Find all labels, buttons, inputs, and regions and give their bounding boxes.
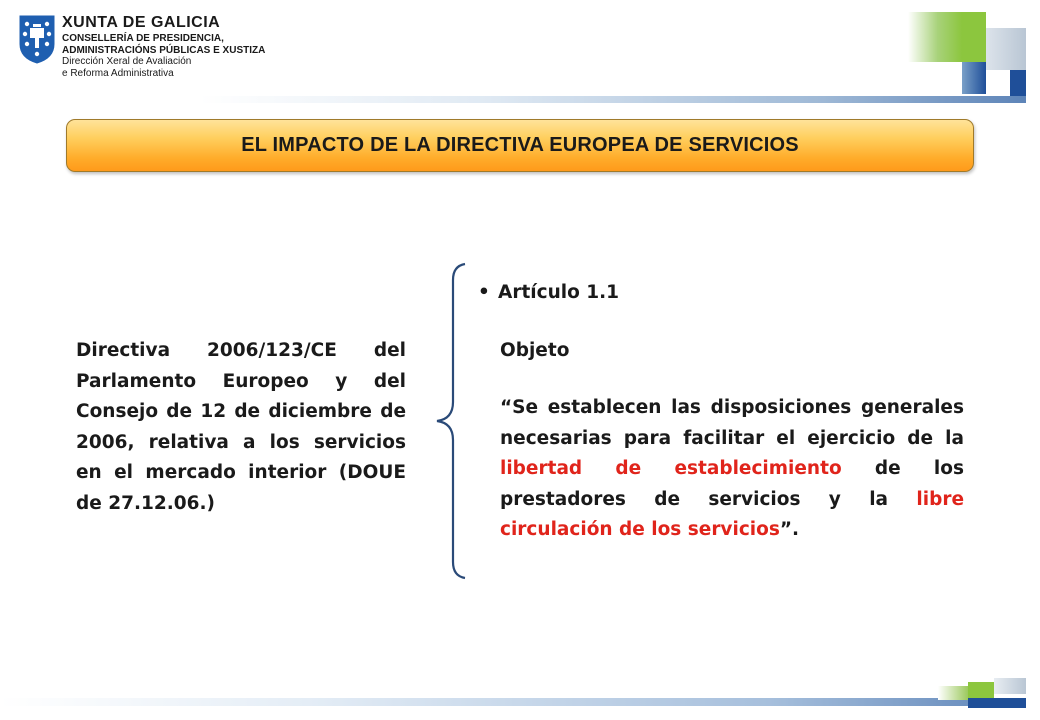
- quote-text: de los prestadores de servicios y la: [500, 458, 964, 510]
- decor-square: [968, 698, 1026, 708]
- highlight-libertad: libertad de establecimiento: [500, 458, 842, 479]
- bottom-divider: [0, 698, 1026, 706]
- quote-text: “Se establecen las disposiciones generales necesarias para facilitar el ejercicio de la: [500, 397, 964, 449]
- decor-square: [994, 678, 1026, 694]
- title-banner: [66, 119, 974, 172]
- curly-brace-icon: [433, 262, 469, 580]
- organization-name: [62, 14, 265, 80]
- directive-reference: Directiva 2006/123/CE del Parlamento Europeo y del Consejo de 12 de diciembre de 2006, relativa a los servicios en el mercado interior (DOUE de 27.12.06.): [76, 340, 406, 514]
- org-line-3: ADMINISTRACIÓNS PÚBLICAS E XUSTIZA: [62, 44, 266, 56]
- article-heading: [478, 278, 964, 309]
- article-quote: [500, 393, 964, 546]
- org-line-4: Dirección Xeral de Avaliación: [62, 56, 192, 68]
- decor-square: [962, 12, 986, 62]
- galicia-coat-of-arms-icon: [18, 14, 56, 64]
- org-line-1: XUNTA DE GALICIA: [62, 14, 221, 31]
- decor-square: [908, 12, 962, 62]
- top-divider: [200, 96, 1026, 103]
- bullet: •: [478, 282, 490, 303]
- decor-square: [962, 62, 986, 94]
- quote-text: ”.: [779, 519, 800, 540]
- page-title: EL IMPACTO DE LA DIRECTIVA EUROPEA DE SERVICIOS: [241, 134, 799, 156]
- article-subheading: Objeto: [500, 339, 570, 361]
- org-line-2: CONSELLERÍA DE PRESIDENCIA,: [62, 32, 224, 44]
- decor-square: [938, 686, 968, 700]
- article-number: Artículo 1.1: [498, 282, 620, 303]
- highlight-libre-circulacion: libre circulación de los servicios: [500, 488, 964, 540]
- org-line-5: e Reforma Administrativa: [62, 68, 174, 80]
- article-block: [478, 278, 964, 546]
